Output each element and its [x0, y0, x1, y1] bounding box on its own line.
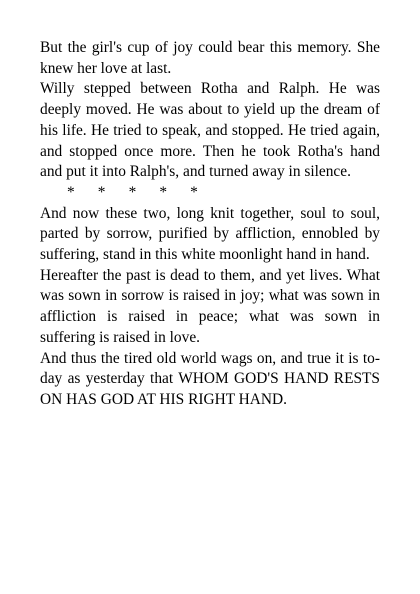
paragraph-knit-together: And now these two, long knit together, soul to soul, parted by sorrow, purified by affliction, ennobled by suffering, stand in this white moonlight hand in hand.	[40, 204, 380, 264]
paragraph-closing: And thus the tired old world wags on, and true it is to-day as yesterday that WHOM GOD'S HAND RESTS ON HAS GOD AT HIS RIGHT HAND.	[40, 349, 380, 408]
section-separator: * * * * *	[67, 183, 198, 201]
paragraph-joy-memory: But the girl's cup of joy could bear this memory. She knew her love at last.	[40, 39, 380, 77]
paragraph-hereafter: Hereafter the past is dead to them, and yet lives. What was sown in sorrow is raised in joy; what was sown in affliction is raised in peace; what was sown in suffering is raised in love.	[40, 266, 380, 346]
page-body	[40, 38, 380, 411]
paragraph-willy-steps: Willy stepped between Rotha and Ralph. He was deeply moved. He was about to yield up the dream of his life. He tried to speak, and stopped. He tried again, and stopped once more. Then he took Rotha's hand and put it into Ralph's, and turned away in silence.	[40, 80, 380, 181]
